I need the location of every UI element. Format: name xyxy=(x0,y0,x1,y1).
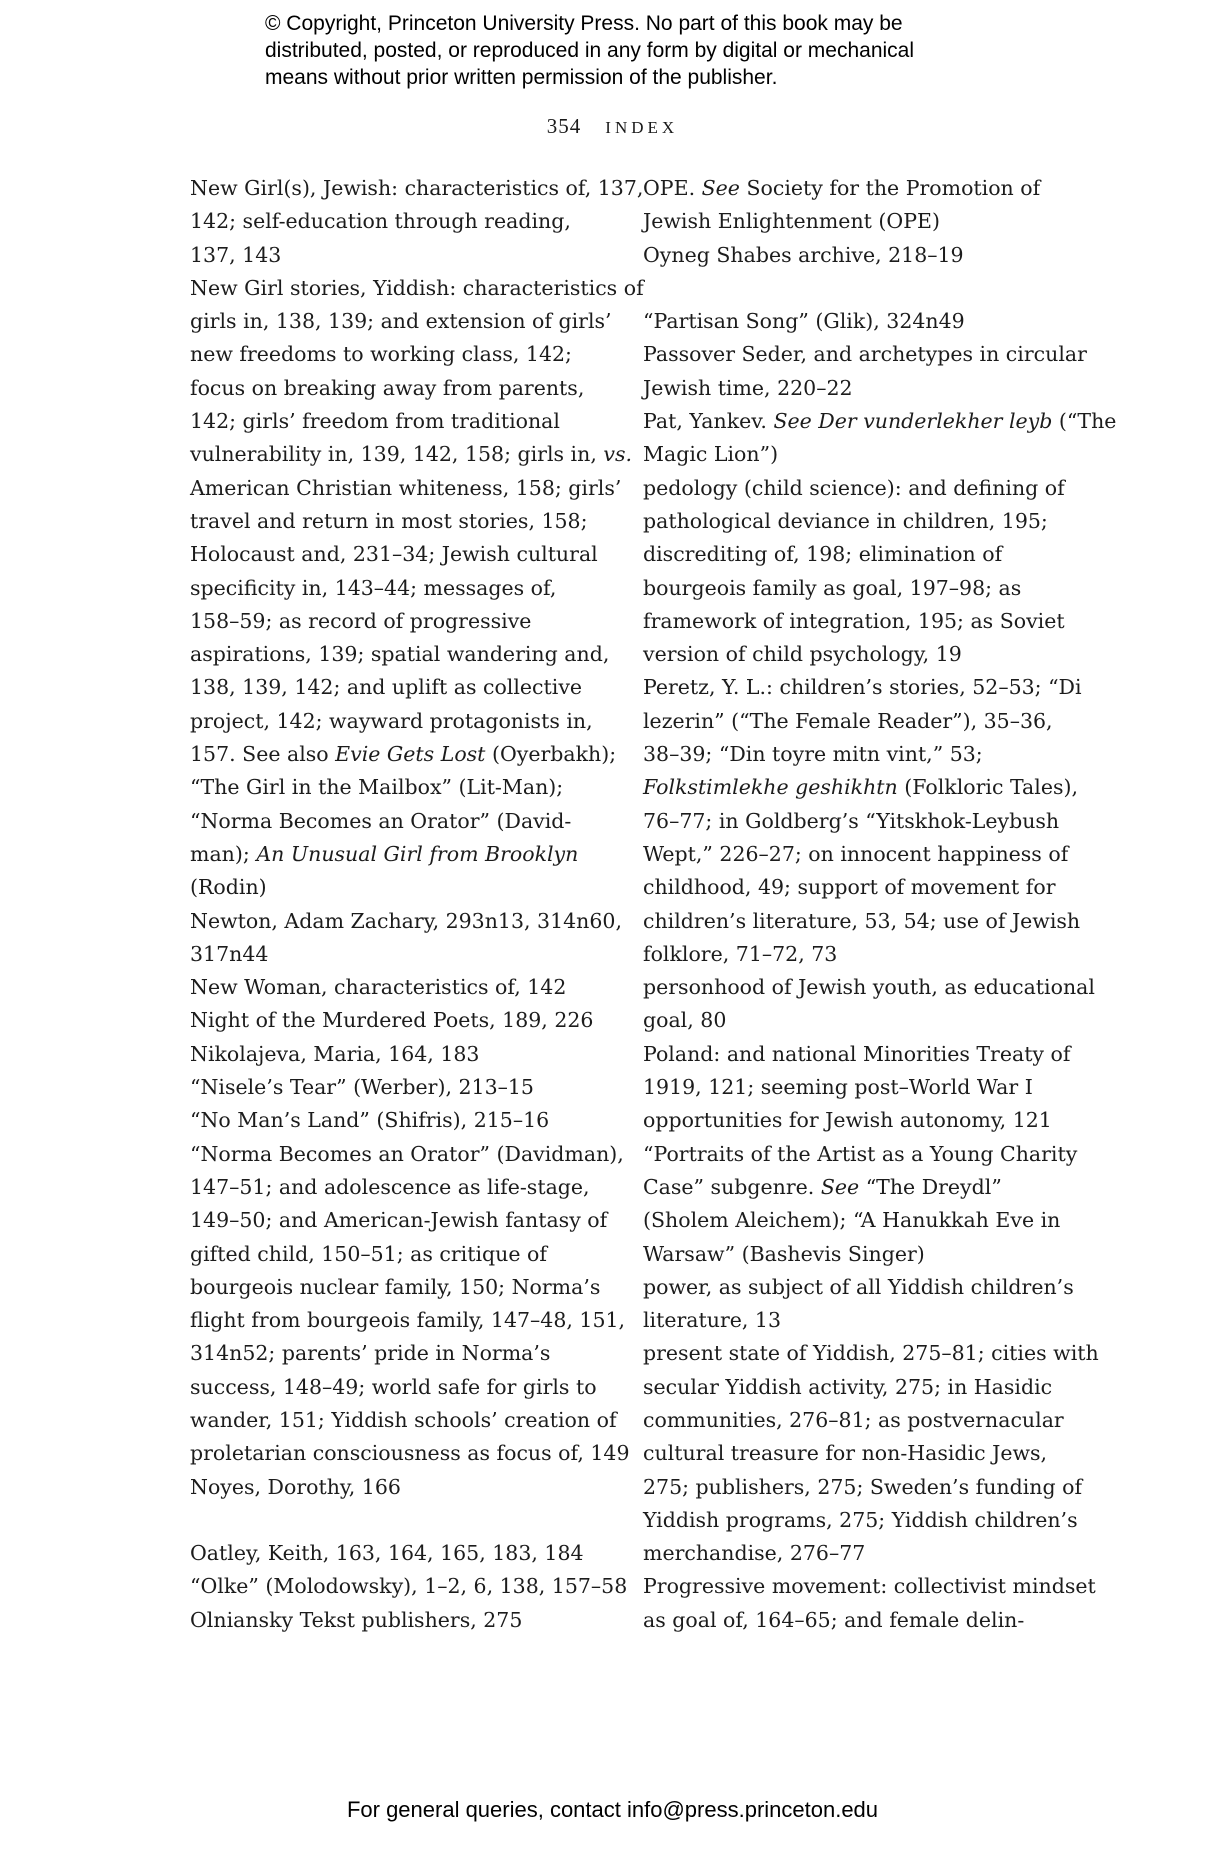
entry-line: 76–77; in Goldberg’s “Yitskhok-Leybush xyxy=(643,808,1060,833)
index-entry: “No Man’s Land” (Shifris), 215–16 xyxy=(190,1108,550,1133)
entry-line: framework of integration, 195; as Soviet xyxy=(643,608,1065,633)
entry-line: Case” subgenre. See “The Dreydl” xyxy=(643,1174,1002,1199)
entry-line: (Rodin) xyxy=(190,875,267,900)
entry-line: “Norma Becomes an Orator” (Davidman), xyxy=(190,1141,624,1166)
entry-line: aspirations, 139; spatial wandering and, xyxy=(190,642,610,667)
index-entry: “Partisan Song” (Glik), 324n49 xyxy=(643,309,965,334)
entry-line: flight from bourgeois family, 147–48, 151, xyxy=(190,1308,626,1333)
entry-line: merchandise, 276–77 xyxy=(643,1541,866,1566)
entry-line: 314n52; parents’ pride in Norma’s xyxy=(190,1341,551,1366)
entry-line: childhood, 49; support of movement for xyxy=(643,875,1056,900)
entry-line: Jewish Enlightenment (OPE) xyxy=(643,209,940,234)
entry-line: 142; girls’ freedom from traditional xyxy=(190,409,560,434)
entry-line: folklore, 71–72, 73 xyxy=(643,941,838,966)
entry-line: personhood of Jewish youth, as educational xyxy=(643,975,1095,1000)
entry-line: Folkstimlekhe geshikhtn (Folkloric Tales), xyxy=(643,775,1078,800)
copyright-line: means without prior written permission of the publisher. xyxy=(265,66,778,89)
index-entry xyxy=(190,905,622,972)
entry-line: man); An Unusual Girl from Brooklyn xyxy=(190,841,579,866)
index-entry xyxy=(643,172,1058,239)
entry-line: new freedoms to working class, 142; xyxy=(190,342,572,367)
entry-line: Warsaw” (Bashevis Singer) xyxy=(643,1241,925,1266)
entry-line: power, as subject of all Yiddish children’s xyxy=(643,1274,1074,1299)
entry-line: 142; self-education through reading, xyxy=(190,209,571,234)
entry-line: “Norma Becomes an Orator” (David- xyxy=(190,808,572,833)
entry-line: 38–39; “Din toyre mitn vint,” 53; xyxy=(643,742,983,767)
entry-line: Pat, Yankev. See Der vunderlekher leyb (“The xyxy=(643,409,1117,434)
entry-line: vulnerability in, 139, 142, 158; girls in, vs. xyxy=(190,442,632,467)
entry-line: version of child psychology, 19 xyxy=(643,642,962,667)
entry-line: Poland: and national Minorities Treaty of xyxy=(643,1041,1071,1066)
entry-line: travel and return in most stories, 158; xyxy=(190,508,588,533)
index-entry: Oyneg Shabes archive, 218–19 xyxy=(643,242,964,267)
letter-gap xyxy=(190,1504,600,1537)
entry-line: cultural treasure for non-Hasidic Jews, xyxy=(643,1441,1048,1466)
entry-line: 149–50; and American-Jewish fantasy of xyxy=(190,1208,608,1233)
entry-line: 157. See also Evie Gets Lost (Oyerbakh); xyxy=(190,742,617,767)
entry-line: bourgeois family as goal, 197–98; as xyxy=(643,575,1022,600)
entry-line: communities, 276–81; as postvernacular xyxy=(643,1407,1064,1432)
entry-line: literature, 13 xyxy=(643,1308,781,1333)
index-entry: “Olke” (Molodowsky), 1–2, 6, 138, 157–58 xyxy=(190,1574,628,1599)
entry-line: 137, 143 xyxy=(190,242,282,267)
entry-line: 1919, 121; seeming post–World War I xyxy=(643,1075,1033,1100)
entry-line: bourgeois nuclear family, 150; Norma’s xyxy=(190,1274,601,1299)
entry-line: 275; publishers, 275; Sweden’s funding of xyxy=(643,1474,1083,1499)
entry-line: proletarian consciousness as focus of, 149 xyxy=(190,1441,630,1466)
entry-line: 317n44 xyxy=(190,941,269,966)
index-entry xyxy=(643,472,1065,672)
entry-line: secular Yiddish activity, 275; in Hasidic xyxy=(643,1374,1053,1399)
letter-gap xyxy=(643,272,1058,305)
index-entry xyxy=(643,338,1087,405)
index-entry xyxy=(643,405,1117,472)
entry-line: Passover Seder, and archetypes in circular xyxy=(643,342,1087,367)
entry-line: “The Girl in the Mailbox” (Lit-Man); xyxy=(190,775,564,800)
entry-line: present state of Yiddish, 275–81; cities with xyxy=(643,1341,1099,1366)
index-entry xyxy=(190,172,644,272)
entry-line: OPE. See Society for the Promotion of xyxy=(643,176,1041,200)
footer-contact: For general queries, contact info@press.princeton.edu xyxy=(346,1797,879,1822)
entry-line: American Christian whiteness, 158; girls’ xyxy=(190,475,622,500)
page-number: 354 xyxy=(546,114,582,138)
entry-line: wander, 151; Yiddish schools’ creation of xyxy=(190,1407,617,1432)
index-entry: Noyes, Dorothy, 166 xyxy=(190,1474,401,1499)
entry-line: New Girl(s), Jewish: characteristics of, 137, xyxy=(190,176,644,200)
index-column-left xyxy=(190,172,644,1637)
entry-line: 138, 139, 142; and uplift as collective xyxy=(190,675,583,700)
entry-line: 158–59; as record of progressive xyxy=(190,608,532,633)
entry-line: focus on breaking away from parents, xyxy=(190,375,585,400)
entry-line: as goal of, 164–65; and female delin- xyxy=(643,1607,1025,1632)
copyright-line: distributed, posted, or reproduced in any form by digital or mechanical xyxy=(265,39,915,62)
entry-line: Wept,” 226–27; on innocent happiness of xyxy=(643,841,1069,866)
entry-line: (Sholem Aleichem); “A Hanukkah Eve in xyxy=(643,1208,1061,1233)
entry-line: Jewish time, 220–22 xyxy=(643,375,853,400)
entry-line: Holocaust and, 231–34; Jewish cultural xyxy=(190,542,598,567)
entry-line: Yiddish programs, 275; Yiddish children’s xyxy=(643,1507,1078,1532)
entry-line: Magic Lion”) xyxy=(643,442,779,467)
index-entry xyxy=(643,1038,1071,1138)
entry-line: New Girl stories, Yiddish: characteristics of xyxy=(190,275,644,300)
index-column-right xyxy=(643,172,1117,1637)
index-entry xyxy=(643,1271,1074,1338)
entry-line: opportunities for Jewish autonomy, 121 xyxy=(643,1108,1052,1133)
entry-line: lezerin” (“The Female Reader”), 35–36, xyxy=(643,708,1053,733)
running-head xyxy=(0,114,1225,139)
index-entry xyxy=(643,1138,1078,1271)
entry-line: girls in, 138, 139; and extension of girls’ xyxy=(190,309,612,334)
index-entry xyxy=(643,671,1082,971)
section-title: INDEX xyxy=(605,118,679,137)
index-entry: “Nisele’s Tear” (Werber), 213–15 xyxy=(190,1075,534,1100)
index-entry xyxy=(190,1138,630,1471)
index-entry xyxy=(643,971,1095,1038)
index-entry xyxy=(643,1570,1096,1637)
entry-line: Peretz, Y. L.: children’s stories, 52–53; “Di xyxy=(643,675,1082,700)
index-entry: New Woman, characteristics of, 142 xyxy=(190,975,567,1000)
copyright-line: © Copyright, Princeton University Press. No part of this book may be xyxy=(265,12,903,35)
entry-line: specificity in, 143–44; messages of, xyxy=(190,575,557,600)
entry-line: gifted child, 150–51; as critique of xyxy=(190,1241,547,1266)
entry-line: pedology (child science): and defining of xyxy=(643,475,1065,500)
index-entry xyxy=(643,1337,1099,1570)
entry-line: goal, 80 xyxy=(643,1008,727,1033)
entry-line: Progressive movement: collectivist mindset xyxy=(643,1574,1096,1599)
index-entry: Oatley, Keith, 163, 164, 165, 183, 184 xyxy=(190,1541,584,1566)
entry-line: 147–51; and adolescence as life-stage, xyxy=(190,1174,590,1199)
entry-line: “Portraits of the Artist as a Young Charity xyxy=(643,1141,1078,1166)
entry-line: discrediting of, 198; elimination of xyxy=(643,542,1003,567)
entry-line: pathological deviance in children, 195; xyxy=(643,508,1048,533)
index-entry: Night of the Murdered Poets, 189, 226 xyxy=(190,1008,594,1033)
index-entry xyxy=(190,272,644,905)
entry-line: success, 148–49; world safe for girls to xyxy=(190,1374,597,1399)
entry-line: children’s literature, 53, 54; use of Jewish xyxy=(643,908,1081,933)
index-entry: Olniansky Tekst publishers, 275 xyxy=(190,1607,523,1632)
index-entry: Nikolajeva, Maria, 164, 183 xyxy=(190,1041,480,1066)
entry-line: Newton, Adam Zachary, 293n13, 314n60, xyxy=(190,908,622,933)
copyright-notice xyxy=(265,10,1025,91)
entry-line: project, 142; wayward protagonists in, xyxy=(190,708,593,733)
